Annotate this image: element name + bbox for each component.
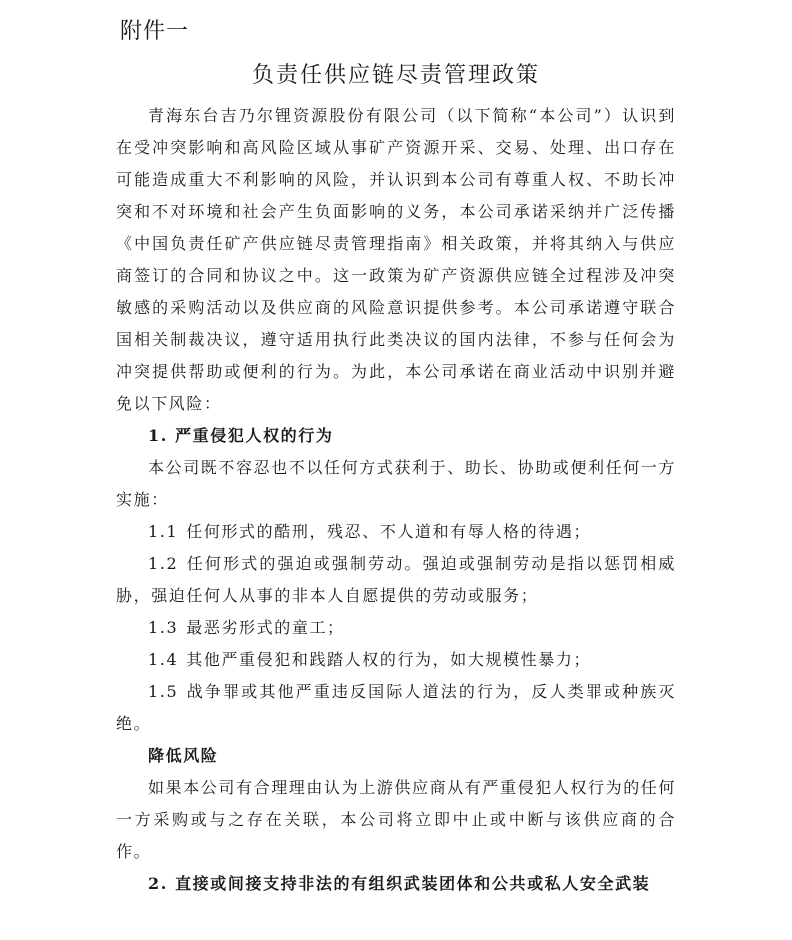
section-2-heading: 2. 直接或间接支持非法的有组织武装团体和公共或私人安全武装 — [148, 874, 651, 893]
list-item — [116, 676, 676, 740]
list-item — [116, 644, 676, 676]
list-item — [116, 548, 676, 612]
list-item-text: 其他严重侵犯和践踏人权的行为，如大规模性暴力； — [186, 650, 592, 669]
list-item-text: 战争罪或其他严重违反国际人道法的行为，反人类罪或种族灭绝。 — [116, 682, 676, 733]
list-item-number: 1.4 — [148, 650, 179, 669]
list-item-text: 任何形式的酷刑，残忍、不人道和有辱人格的待遇； — [186, 522, 592, 541]
list-item-text: 任何形式的强迫或强制劳动。强迫或强制劳动是指以惩罚相威胁，强迫任何人从事的非本人自愿提供的劳动或服务； — [116, 554, 676, 605]
mitigation-paragraph: 如果本公司有合理理由认为上游供应商从有严重侵犯人权行为的任何一方采购或与之存在关联，本公司将立即中止或中断与该供应商的合作。 — [116, 778, 677, 861]
list-item-number: 1.1 — [148, 522, 179, 541]
list-item — [116, 516, 676, 548]
document-body — [116, 100, 676, 900]
annex-label: 附件一 — [120, 19, 190, 44]
list-item-number: 1.3 — [148, 618, 179, 637]
list-item — [116, 612, 676, 644]
section-1-intro: 本公司既不容忍也不以任何方式获利于、助长、协助或便利任何一方实施： — [116, 458, 677, 509]
document-title: 负责任供应链尽责管理政策 — [251, 63, 540, 88]
intro-paragraph: 青海东台吉乃尔锂资源股份有限公司（以下简称“本公司”）认识到在受冲突影响和高风险区域从事矿产资源开采、交易、处理、出口存在可能造成重大不利影响的风险，并认识到本公司有尊重人权、不助长冲突和不对环境和社会产生负面影响的义务，本公司承诺采纳并广泛传播《中国负责任矿产供应链尽责管理指南》相关政策，并将其纳入与供应商签订的合同和协议之中。这一政策为矿产资源供应链全过程涉及冲突敏感的采购活动以及供应商的风险意识提供参考。本公司承诺遵守联合国相关制裁决议，遵守适用执行此类决议的国内法律，不参与任何会为冲突提供帮助或便利的行为。为此，本公司承诺在商业活动中识别并避免以下风险： — [116, 106, 676, 413]
section-1-heading: 1. 严重侵犯人权的行为 — [148, 426, 334, 445]
list-item-text: 最恶劣形式的童工； — [186, 618, 345, 637]
list-item-number: 1.5 — [148, 682, 179, 701]
mitigation-heading: 降低风险 — [148, 746, 219, 765]
list-item-number: 1.2 — [148, 554, 179, 573]
